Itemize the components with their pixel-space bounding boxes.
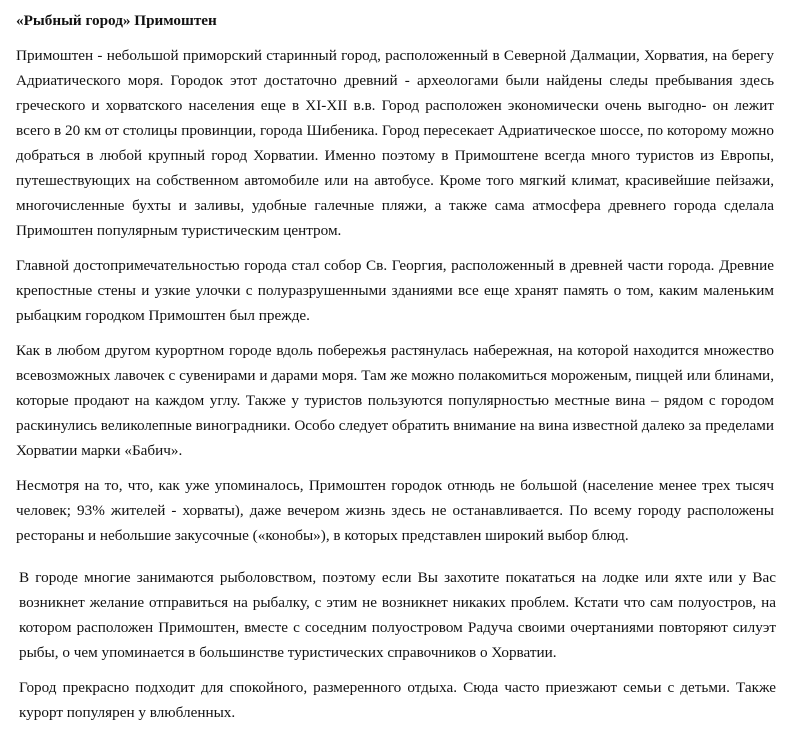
- paragraph-rest: Город прекрасно подходит для спокойного, размеренного отдыха. Сюда часто приезжают семьи с детьми. Также курорт популярен у влюбленных.: [19, 679, 776, 721]
- paragraph-nightlife: Несмотря на то, что, как уже упоминалось, Примоштен городок отнюдь не большой (население менее трех тысяч человек; 93% жителей - хорваты), даже вечером жизнь здесь не останавливается. По всему городу расположены рестораны и небольшие закусочные («конобы»), в которых представлен широкий выбор блюд.: [16, 477, 774, 544]
- article-title: «Рыбный город» Примоштен: [16, 12, 217, 29]
- paragraph-intro: Примоштен - небольшой приморский старинный город, расположенный в Северной Далмации, Хорватия, на берегу Адриатического моря. Городок этот достаточно древний - археологами были найдены следы пребывания здесь греческого и хорватского населения еще в XI-XII в.в. Город расположен экономически очень выгодно- он лежит всего в 20 км от столицы провинции, города Шибеника. Город пересекает Адриатическое шоссе, по которому можно добраться в любой крупный город Хорватии. Именно поэтому в Примоштене всегда много туристов из Европы, путешествующих на собственном автомобиле или на автобусе. Кроме того мягкий климат, красивейшие пейзажи, многочисленные бухты и заливы, удобные галечные пляжи, а также сама атмосфера древнего города сделала Примоштен популярным туристическим центром.: [16, 47, 774, 239]
- paragraph-fishing: В городе многие занимаются рыболовством, поэтому если Вы захотите покататься на лодке или яхте или у Вас возникнет желание отправиться на рыбалку, с этим не возникнет никаких проблем. Кстати что сам полуостров, на котором расположен Примоштен, вместе с соседним полуостровом Радуча своими очертаниями повторяют силуэт рыбы, о чем упоминается в большинстве туристических справочников о Хорватии.: [19, 569, 776, 661]
- paragraph-landmarks: Главной достопримечательностью города стал собор Св. Георгия, расположенный в древней части города. Древние крепостные стены и узкие улочки с полуразрушенными зданиями все еще хранят память о том, каким маленьким рыбацким городком Примоштен был прежде.: [16, 257, 774, 324]
- article: [16, 8, 774, 735]
- paragraph-embankment: Как в любом другом курортном городе вдоль побережья растянулась набережная, на которой находится множество всевозможных лавочек с сувенирами и дарами моря. Там же можно полакомиться мороженым, пиццей или блинами, которые продают на каждом углу. Также у туристов пользуются популярностью местные вина – рядом с городом раскинулись великолепные виноградники. Особо следует обратить внимание на вина известной далеко за пределами Хорватии марки «Бабич».: [16, 342, 774, 459]
